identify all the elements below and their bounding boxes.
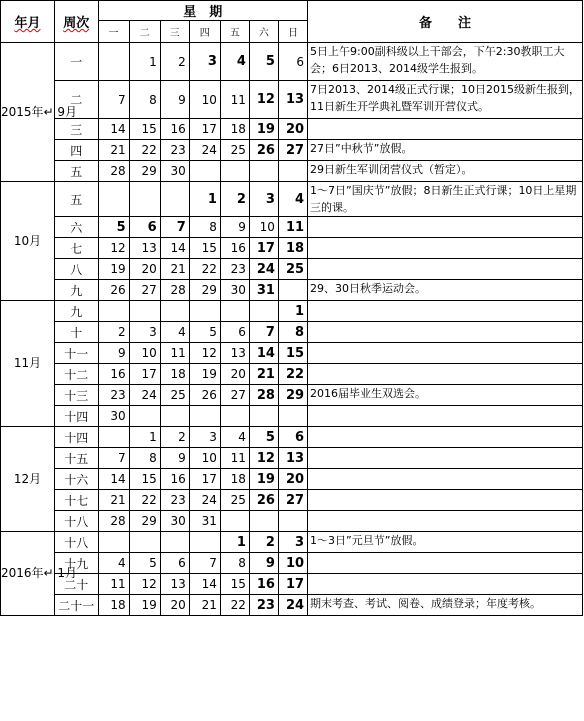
day-cell: 2 [160, 43, 189, 81]
day-cell: 12 [249, 448, 278, 469]
day-cell: 1 [189, 182, 220, 217]
day-cell: 18 [160, 364, 189, 385]
day-cell: 21 [98, 140, 129, 161]
day-cell: 31 [249, 280, 278, 301]
day-cell: 29 [129, 511, 160, 532]
day-cell: 5 [249, 427, 278, 448]
day-cell: 5 [189, 322, 220, 343]
day-cell: 30 [98, 406, 129, 427]
week-number: 十 [54, 322, 98, 343]
day-cell: 20 [278, 119, 307, 140]
day-cell: 1 [220, 532, 249, 553]
day-cell [98, 427, 129, 448]
day-cell: 13 [220, 343, 249, 364]
day-cell: 19 [249, 119, 278, 140]
week-number: 十三 [54, 385, 98, 406]
day-cell: 29 [189, 280, 220, 301]
day-cell: 21 [249, 364, 278, 385]
note-cell [308, 469, 583, 490]
day-cell [278, 511, 307, 532]
day-cell: 23 [98, 385, 129, 406]
day-cell: 15 [129, 469, 160, 490]
day-cell [189, 301, 220, 322]
calendar-week-row [1, 532, 583, 553]
day-cell: 11 [220, 448, 249, 469]
day-cell [189, 532, 220, 553]
day-cell: 6 [129, 217, 160, 238]
day-cell: 29 [278, 385, 307, 406]
week-number: 七 [54, 238, 98, 259]
day-cell: 9 [160, 81, 189, 119]
week-number: 十二 [54, 364, 98, 385]
week-number: 十八 [54, 532, 98, 553]
calendar-week-row [1, 364, 583, 385]
day-cell: 6 [220, 322, 249, 343]
day-cell: 10 [189, 448, 220, 469]
week-number: 八 [54, 259, 98, 280]
day-cell: 20 [220, 364, 249, 385]
day-cell: 8 [129, 448, 160, 469]
day-cell: 26 [189, 385, 220, 406]
note-cell: 期末考查、考试、阅卷、成绩登录；年度考核。 [308, 595, 583, 616]
day-cell: 27 [278, 490, 307, 511]
day-cell: 3 [129, 322, 160, 343]
week-number: 一 [54, 43, 98, 81]
weekday-header-3: 三 [160, 21, 189, 43]
calendar-week-row [1, 511, 583, 532]
calendar-week-row [1, 490, 583, 511]
day-cell: 24 [189, 140, 220, 161]
day-cell: 4 [278, 182, 307, 217]
day-cell: 28 [249, 385, 278, 406]
note-cell [308, 511, 583, 532]
day-cell: 19 [249, 469, 278, 490]
day-cell: 7 [160, 217, 189, 238]
day-cell: 3 [249, 182, 278, 217]
day-cell: 3 [189, 427, 220, 448]
note-cell [308, 406, 583, 427]
week-number: 十四 [54, 406, 98, 427]
day-cell: 24 [189, 490, 220, 511]
day-cell [129, 182, 160, 217]
day-cell: 24 [249, 259, 278, 280]
day-cell: 17 [249, 238, 278, 259]
day-cell: 11 [220, 81, 249, 119]
calendar-week-row [1, 574, 583, 595]
day-cell: 9 [220, 217, 249, 238]
day-cell [249, 301, 278, 322]
day-cell: 12 [189, 343, 220, 364]
note-cell [308, 427, 583, 448]
day-cell: 1 [129, 43, 160, 81]
week-number: 九 [54, 301, 98, 322]
day-cell [278, 406, 307, 427]
week-number: 十四 [54, 427, 98, 448]
note-cell [308, 448, 583, 469]
calendar-week-row [1, 385, 583, 406]
day-cell: 13 [160, 574, 189, 595]
note-cell: 1～7日”国庆节”放假；8日新生正式行课；10日上星期三的课。 [308, 182, 583, 217]
day-cell [129, 301, 160, 322]
day-cell: 30 [160, 161, 189, 182]
day-cell: 15 [129, 119, 160, 140]
day-cell [129, 406, 160, 427]
week-number: 二十一 [54, 595, 98, 616]
day-cell: 7 [98, 81, 129, 119]
note-cell: 27日”中秋节”放假。 [308, 140, 583, 161]
month-label: 2016年↵ 1月 [1, 532, 55, 616]
calendar-week-row [1, 448, 583, 469]
day-cell: 4 [160, 322, 189, 343]
calendar-week-row [1, 469, 583, 490]
day-cell: 29 [129, 161, 160, 182]
day-cell: 7 [249, 322, 278, 343]
day-cell: 25 [220, 140, 249, 161]
calendar-week-row [1, 553, 583, 574]
day-cell: 23 [220, 259, 249, 280]
day-cell: 20 [129, 259, 160, 280]
day-cell [220, 161, 249, 182]
day-cell: 6 [278, 427, 307, 448]
day-cell: 5 [98, 217, 129, 238]
day-cell: 27 [220, 385, 249, 406]
day-cell: 16 [249, 574, 278, 595]
note-cell [308, 301, 583, 322]
month-label: 2015年↵ 9月 [1, 43, 55, 182]
day-cell: 26 [98, 280, 129, 301]
day-cell: 10 [278, 553, 307, 574]
day-cell: 12 [249, 81, 278, 119]
note-cell [308, 259, 583, 280]
day-cell: 6 [278, 43, 307, 81]
weekday-header-6: 六 [249, 21, 278, 43]
week-number: 二 [54, 81, 98, 119]
day-cell: 19 [98, 259, 129, 280]
day-cell [249, 511, 278, 532]
day-cell: 2 [249, 532, 278, 553]
day-cell [98, 43, 129, 81]
note-cell [308, 553, 583, 574]
day-cell: 19 [189, 364, 220, 385]
day-cell: 10 [129, 343, 160, 364]
day-cell: 23 [160, 490, 189, 511]
day-cell: 23 [160, 140, 189, 161]
day-cell: 26 [249, 140, 278, 161]
day-cell: 8 [278, 322, 307, 343]
note-cell [308, 364, 583, 385]
day-cell: 13 [278, 81, 307, 119]
day-cell: 9 [98, 343, 129, 364]
day-cell: 6 [160, 553, 189, 574]
day-cell [129, 532, 160, 553]
calendar-week-row [1, 595, 583, 616]
day-cell [98, 301, 129, 322]
header-row-1 [1, 1, 583, 21]
note-cell [308, 217, 583, 238]
day-cell: 13 [129, 238, 160, 259]
day-cell: 27 [129, 280, 160, 301]
day-cell: 14 [160, 238, 189, 259]
weekday-header-7: 日 [278, 21, 307, 43]
day-cell: 26 [249, 490, 278, 511]
day-cell: 11 [160, 343, 189, 364]
week-number: 十六 [54, 469, 98, 490]
day-cell: 8 [129, 81, 160, 119]
calendar-week-row [1, 280, 583, 301]
day-cell: 7 [189, 553, 220, 574]
day-cell: 30 [160, 511, 189, 532]
day-cell: 25 [160, 385, 189, 406]
calendar-week-row [1, 238, 583, 259]
day-cell: 3 [278, 532, 307, 553]
day-cell: 25 [220, 490, 249, 511]
day-cell [220, 406, 249, 427]
day-cell: 2 [98, 322, 129, 343]
day-cell: 22 [278, 364, 307, 385]
calendar-week-row [1, 301, 583, 322]
day-cell: 15 [278, 343, 307, 364]
day-cell: 13 [278, 448, 307, 469]
note-cell: 7日2013、2014级正式行课；10日2015级新生报到，11日新生开学典礼暨军训开营仪式。 [308, 81, 583, 119]
day-cell: 21 [98, 490, 129, 511]
day-cell: 2 [160, 427, 189, 448]
calendar-week-row [1, 322, 583, 343]
day-cell: 8 [189, 217, 220, 238]
day-cell: 12 [98, 238, 129, 259]
calendar-week-row [1, 161, 583, 182]
note-column-header: 备 注 [308, 1, 583, 43]
note-cell [308, 119, 583, 140]
week-number: 四 [54, 140, 98, 161]
note-cell: 1～3日”元旦节”放假。 [308, 532, 583, 553]
day-cell: 25 [278, 259, 307, 280]
calendar-week-row [1, 259, 583, 280]
day-cell: 18 [220, 119, 249, 140]
day-cell [160, 301, 189, 322]
day-cell: 28 [98, 161, 129, 182]
day-cell: 17 [278, 574, 307, 595]
note-cell [308, 322, 583, 343]
day-cell: 28 [98, 511, 129, 532]
note-cell: 29日新生军训闭营仪式（暂定）。 [308, 161, 583, 182]
calendar-week-row [1, 182, 583, 217]
calendar-week-row [1, 119, 583, 140]
month-label: 10月 [1, 182, 55, 301]
week-number: 十五 [54, 448, 98, 469]
calendar-week-row [1, 140, 583, 161]
week-number: 二十 [54, 574, 98, 595]
day-cell: 9 [249, 553, 278, 574]
day-cell: 15 [220, 574, 249, 595]
day-cell [278, 161, 307, 182]
day-cell: 27 [278, 140, 307, 161]
month-label: 11月 [1, 301, 55, 427]
week-number: 十八 [54, 511, 98, 532]
day-cell: 5 [249, 43, 278, 81]
day-cell: 20 [278, 469, 307, 490]
day-cell: 4 [220, 427, 249, 448]
day-cell [278, 280, 307, 301]
day-cell: 20 [160, 595, 189, 616]
calendar-week-row [1, 427, 583, 448]
day-cell: 1 [278, 301, 307, 322]
day-cell: 22 [189, 259, 220, 280]
day-cell: 3 [189, 43, 220, 81]
day-cell: 23 [249, 595, 278, 616]
day-cell [249, 161, 278, 182]
calendar-body [1, 43, 583, 616]
note-cell [308, 490, 583, 511]
day-cell: 17 [189, 469, 220, 490]
week-column-header: 周次 [54, 1, 98, 43]
week-number: 五 [54, 161, 98, 182]
day-cell [189, 406, 220, 427]
day-cell: 7 [98, 448, 129, 469]
day-cell: 22 [129, 140, 160, 161]
day-cell: 14 [189, 574, 220, 595]
weekday-header-4: 四 [189, 21, 220, 43]
day-cell: 8 [220, 553, 249, 574]
day-cell: 16 [160, 119, 189, 140]
week-number: 九 [54, 280, 98, 301]
day-cell [98, 532, 129, 553]
day-cell: 14 [98, 119, 129, 140]
week-number: 六 [54, 217, 98, 238]
weekday-header-5: 五 [220, 21, 249, 43]
day-cell: 14 [249, 343, 278, 364]
day-cell: 5 [129, 553, 160, 574]
day-cell: 17 [189, 119, 220, 140]
week-number: 十一 [54, 343, 98, 364]
calendar-week-row [1, 217, 583, 238]
note-cell [308, 343, 583, 364]
note-cell [308, 238, 583, 259]
day-cell: 31 [189, 511, 220, 532]
day-cell: 22 [220, 595, 249, 616]
week-number: 十九 [54, 553, 98, 574]
day-cell [160, 406, 189, 427]
note-cell: 5日上午9:00副科级以上干部会，下午2:30教职工大会；6日2013、2014级学生报到。 [308, 43, 583, 81]
weekday-header-2: 二 [129, 21, 160, 43]
week-number: 三 [54, 119, 98, 140]
calendar-week-row [1, 81, 583, 119]
day-cell: 15 [189, 238, 220, 259]
day-cell: 2 [220, 182, 249, 217]
day-cell: 28 [160, 280, 189, 301]
day-cell: 24 [278, 595, 307, 616]
day-cell [160, 532, 189, 553]
day-cell: 19 [129, 595, 160, 616]
day-cell: 4 [220, 43, 249, 81]
weekday-column-header: 星 期 [98, 1, 308, 21]
month-column-header: 年月 [1, 1, 55, 43]
day-cell: 21 [160, 259, 189, 280]
day-cell [189, 161, 220, 182]
week-number: 五 [54, 182, 98, 217]
day-cell: 18 [278, 238, 307, 259]
day-cell: 14 [98, 469, 129, 490]
month-label: 12月 [1, 427, 55, 532]
note-cell: 29、30日秋季运动会。 [308, 280, 583, 301]
day-cell: 10 [249, 217, 278, 238]
day-cell: 24 [129, 385, 160, 406]
day-cell: 22 [129, 490, 160, 511]
note-cell [308, 574, 583, 595]
day-cell: 10 [189, 81, 220, 119]
day-cell: 1 [129, 427, 160, 448]
day-cell [98, 182, 129, 217]
calendar-week-row [1, 406, 583, 427]
day-cell: 16 [160, 469, 189, 490]
day-cell [220, 511, 249, 532]
weekday-header-1: 一 [98, 21, 129, 43]
week-number: 十七 [54, 490, 98, 511]
day-cell: 11 [98, 574, 129, 595]
calendar-week-row [1, 43, 583, 81]
day-cell: 16 [98, 364, 129, 385]
calendar-week-row [1, 343, 583, 364]
day-cell [249, 406, 278, 427]
day-cell [160, 182, 189, 217]
day-cell [220, 301, 249, 322]
day-cell: 21 [189, 595, 220, 616]
day-cell: 16 [220, 238, 249, 259]
day-cell: 18 [98, 595, 129, 616]
day-cell: 12 [129, 574, 160, 595]
day-cell: 18 [220, 469, 249, 490]
day-cell: 17 [129, 364, 160, 385]
note-cell: 2016届毕业生双选会。 [308, 385, 583, 406]
day-cell: 11 [278, 217, 307, 238]
day-cell: 9 [160, 448, 189, 469]
day-cell: 4 [98, 553, 129, 574]
day-cell: 30 [220, 280, 249, 301]
